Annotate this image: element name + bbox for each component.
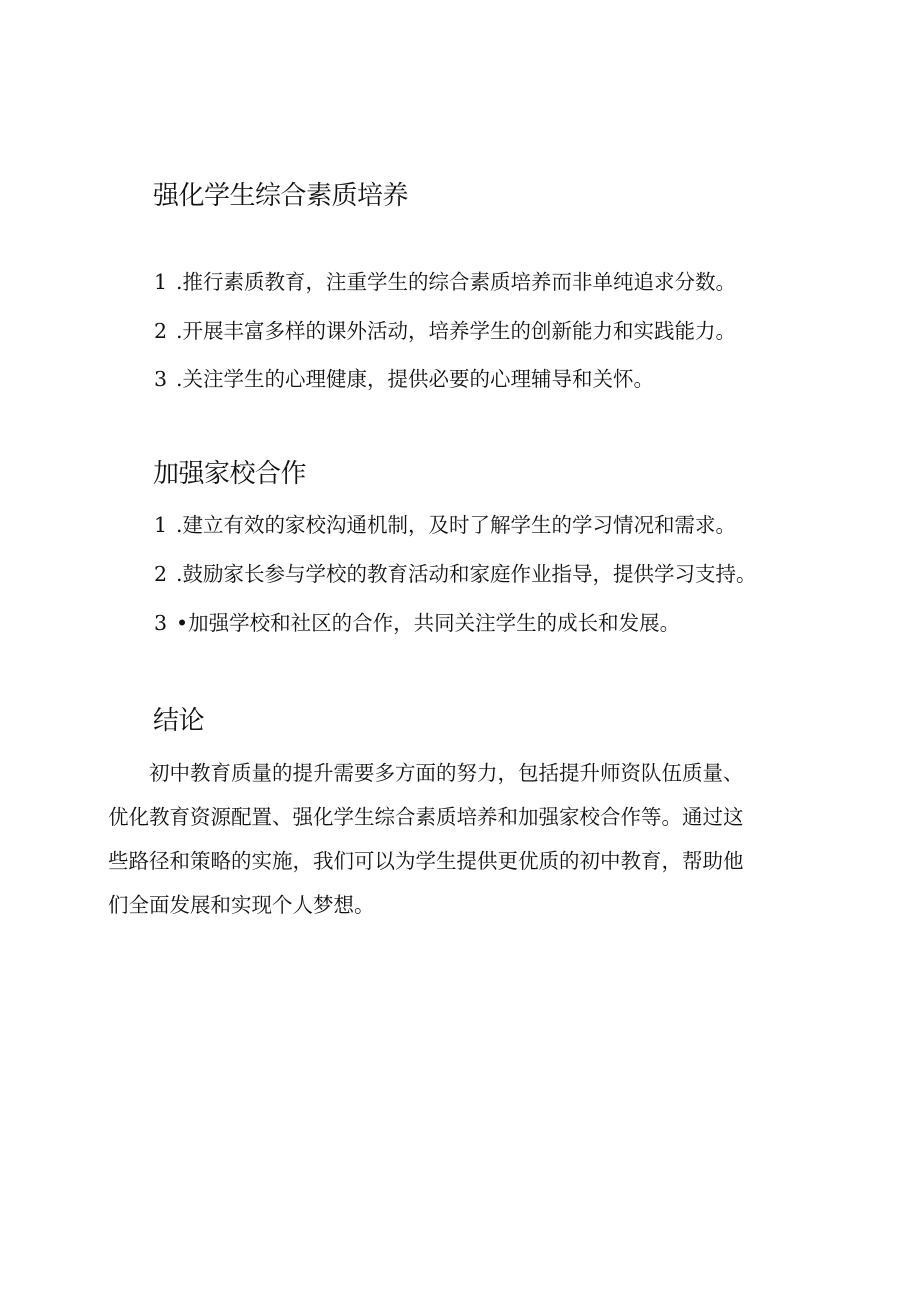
paragraph-line: 优化教育资源配置、强化学生综合素质培养和加强家校合作等。通过这 <box>108 805 744 829</box>
list-item <box>154 268 736 296</box>
list-item-number: 1 <box>154 513 168 537</box>
list-item-separator: • <box>176 611 189 635</box>
list-item-number: 1 <box>154 270 168 294</box>
list-item-text: 推行素质教育，注重学生的综合素质培养而非单纯追求分数。 <box>182 270 737 294</box>
list-item <box>154 317 736 345</box>
list-item-separator: . <box>176 513 183 537</box>
list-item-separator: . <box>176 562 183 586</box>
list-item-number: 3 <box>154 611 168 635</box>
list-item-number: 2 <box>154 562 168 586</box>
paragraph-line: 们全面发展和实现个人梦想。 <box>108 893 375 917</box>
list-item <box>154 511 736 539</box>
list-item-text: 加强学校和社区的合作，共同关注学生的成长和发展。 <box>188 611 681 635</box>
list-item-separator: . <box>176 367 183 391</box>
list-item-separator: . <box>176 319 183 343</box>
list-item-text: 建立有效的家校沟通机制，及时了解学生的学习情况和需求。 <box>182 513 737 537</box>
list-item-separator: . <box>176 270 183 294</box>
section-heading-cooperation: 加强家校合作 <box>153 459 307 489</box>
section-heading-conclusion: 结论 <box>153 706 205 736</box>
paragraph-line: 些路径和策略的实施，我们可以为学生提供更优质的初中教育，帮助他 <box>108 849 744 873</box>
list-item-number: 2 <box>154 319 168 343</box>
list-item <box>154 365 654 393</box>
section-heading-quality: 强化学生综合素质培养 <box>153 181 409 211</box>
list-item-text: 鼓励家长参与学校的教育活动和家庭作业指导，提供学习支持。 <box>182 562 757 586</box>
paragraph-line: 初中教育质量的提升需要多方面的努力，包括提升师资队伍质量、 <box>108 761 744 785</box>
list-item-text: 关注学生的心理健康，提供必要的心理辅导和关怀。 <box>182 367 655 391</box>
list-item <box>154 609 680 637</box>
list-item-text: 开展丰富多样的课外活动，培养学生的创新能力和实践能力。 <box>182 319 737 343</box>
list-item <box>154 560 757 588</box>
conclusion-paragraph <box>108 751 848 927</box>
list-item-number: 3 <box>154 367 168 391</box>
